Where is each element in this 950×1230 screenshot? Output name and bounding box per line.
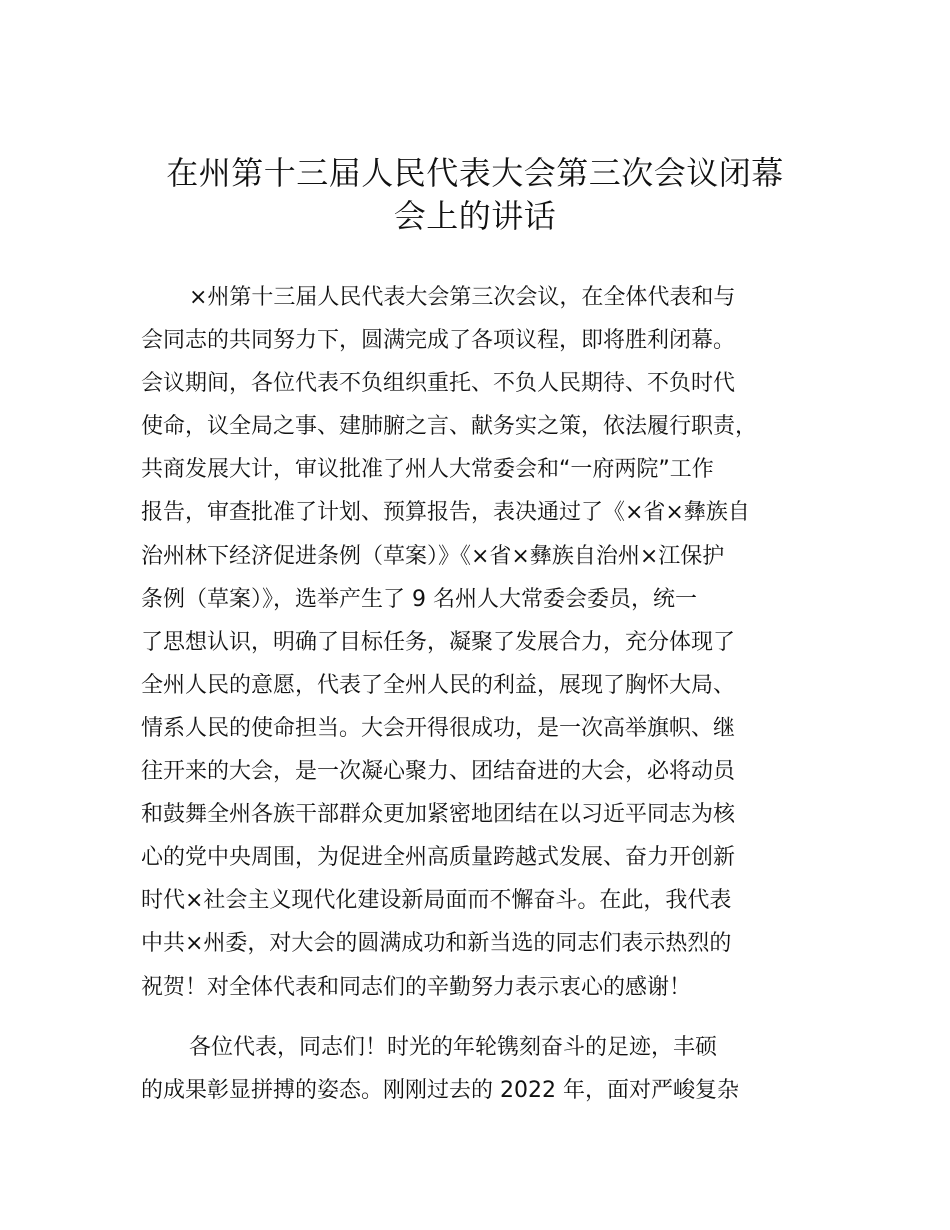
paragraph-line: 使命，议全局之事、建肺腑之言、献务实之策，依法履行职责， xyxy=(141,414,758,440)
document-title xyxy=(140,148,810,234)
paragraph-line: 各位代表，同志们！时光的年轮镌刻奋斗的足迹，丰硕 xyxy=(189,1034,718,1060)
paragraph-line: 往开来的大会，是一次凝心聚力、团结奋进的大会，必将动员 xyxy=(141,759,736,785)
paragraph-line: 中共×州委，对大会的圆满成功和新当选的同志们表示热烈的 xyxy=(141,931,732,957)
paragraph-line: 了思想认识，明确了目标任务，凝聚了发展合力，充分体现了 xyxy=(141,629,736,655)
paragraph-line: 会同志的共同努力下，圆满完成了各项议程，即将胜利闭幕。 xyxy=(141,328,736,354)
paragraph-line: 情系人民的使命担当。大会开得很成功，是一次高举旗帜、继 xyxy=(141,715,736,741)
document-body xyxy=(141,276,831,1112)
paragraph-line: 共商发展大计，审议批准了州人大常委会和“一府两院”工作 xyxy=(141,457,714,483)
paragraph-line: 时代×社会主义现代化建设新局面而不懈奋斗。在此，我代表 xyxy=(141,888,732,914)
paragraph-line: 祝贺！对全体代表和同志们的辛勤努力表示衷心的感谢！ xyxy=(141,974,692,1000)
paragraph-line: 治州林下经济促进条例（草案）》《×省×彝族自治州×江保护 xyxy=(141,543,725,569)
paragraph xyxy=(141,276,831,1009)
paragraph-line: 条例（草案）》，选举产生了 9 名州人大常委会委员，统一 xyxy=(141,586,697,612)
paragraph-line: 会议期间，各位代表不负组织重托、不负人民期待、不负时代 xyxy=(141,371,736,397)
paragraph-line: 报告，审查批准了计划、预算报告，表决通过了《×省×彝族自 xyxy=(141,500,750,526)
title-line: 会上的讲话 xyxy=(393,197,557,236)
paragraph-line: 的成果彰显拼搏的姿态。刚刚过去的 2022 年，面对严峻复杂 xyxy=(141,1077,739,1103)
paragraph-line: ×州第十三届人民代表大会第三次会议，在全体代表和与 xyxy=(189,285,736,310)
paragraph xyxy=(141,1026,831,1112)
paragraph-line: 和鼓舞全州各族干部群众更加紧密地团结在以习近平同志为核 xyxy=(141,802,736,828)
paragraph-line: 心的党中央周围，为促进全州高质量跨越式发展、奋力开创新 xyxy=(141,845,736,871)
title-line: 在州第十三届人民代表大会第三次会议闭幕 xyxy=(166,154,784,192)
paragraph-line: 全州人民的意愿，代表了全州人民的利益，展现了胸怀大局、 xyxy=(141,672,736,698)
